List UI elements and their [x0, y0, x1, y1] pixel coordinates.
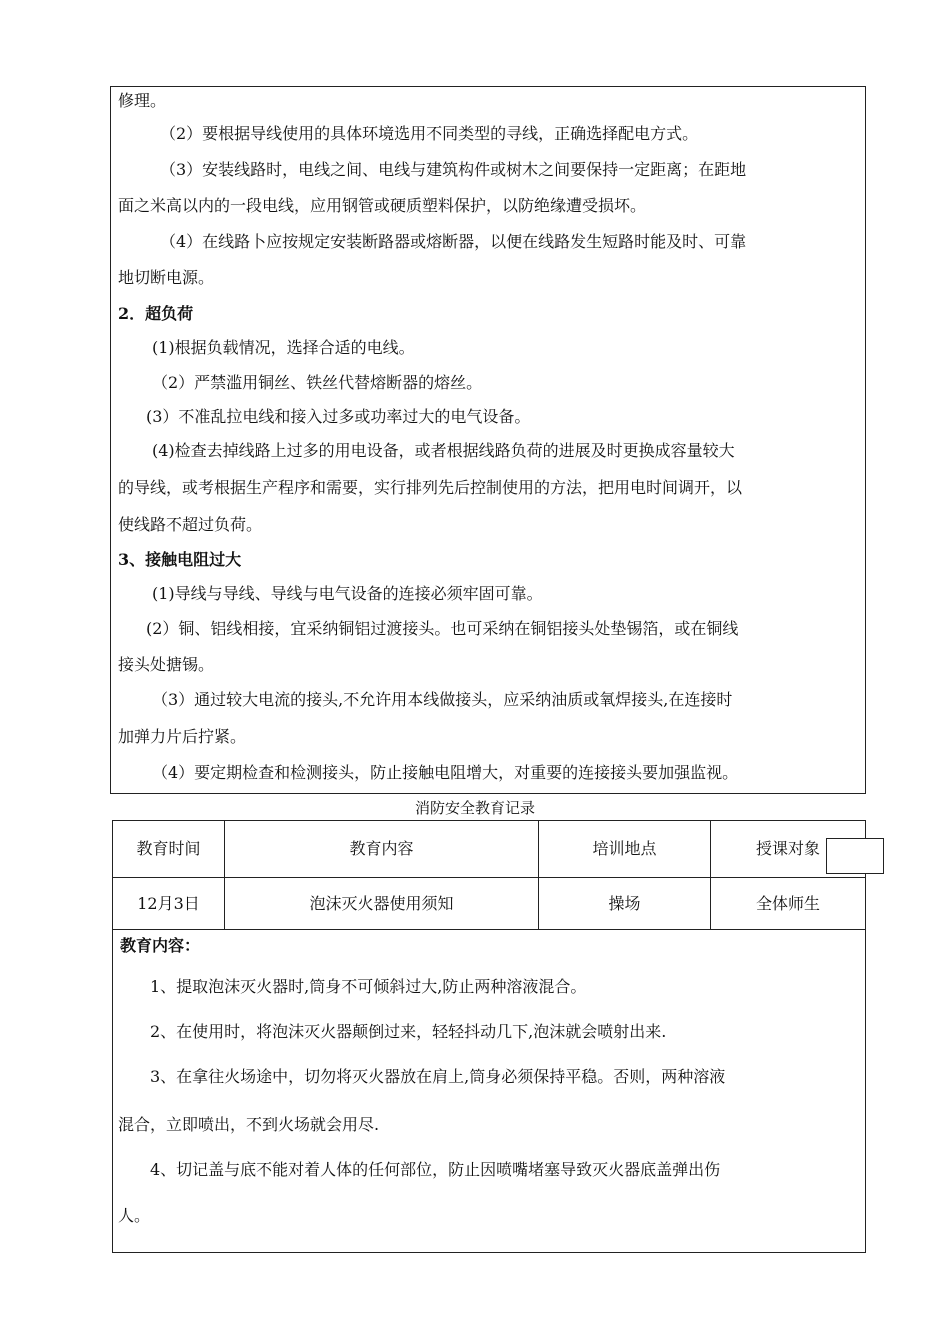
header-location: 培训地点: [592, 839, 657, 858]
section-heading-contact-resistance: 3、接触电阻过大: [118, 550, 242, 569]
content-line: 人。: [118, 1206, 151, 1225]
upper-line: （4）在线路卜应按规定安装断路器或熔断器，以便在线路发生短路时能及时、可靠: [160, 232, 747, 251]
upper-line: (1)导线与导线、导线与电气设备的连接必须牢固可靠。: [152, 584, 543, 603]
cell-audience: 全体师生: [755, 894, 820, 913]
record-table: [112, 820, 866, 930]
upper-line: 的导线，或考根据生产程序和需要，实行排列先后控制使用的方法，把用电时间调开，以: [118, 478, 743, 497]
upper-line: (1)根据负载情况，选择合适的电线。: [152, 338, 415, 357]
upper-line: （2）要根据导线使用的具体环境选用不同类型的寻线，正确选择配电方式。: [160, 124, 699, 143]
content-line: 混合，立即喷出，不到火场就会用尽.: [118, 1115, 380, 1134]
upper-text-box: [110, 86, 866, 794]
content-line: 4、切记盖与底不能对着人体的任何部位，防止因喷嘴堵塞导致灭火器底盖弹出伤: [150, 1160, 721, 1179]
upper-line: (2）铜、铝线相接，宜采纳铜铝过渡接头。也可采纳在铜铝接头处垫锡箔，或在铜线: [146, 619, 739, 638]
upper-line: 修理。: [118, 91, 167, 110]
cell-location: 操场: [608, 894, 641, 913]
upper-line: 使线路不超过负荷。: [118, 515, 263, 534]
content-title: 教育内容：: [120, 936, 201, 955]
cell-time: 12月3日: [137, 894, 200, 913]
upper-line: (3）不准乱拉电线和接入过多或功率过大的电气设备。: [146, 407, 531, 426]
upper-line: （2）严禁滥用铜丝、铁丝代替熔断器的熔丝。: [152, 373, 483, 392]
table-divider: [113, 877, 865, 878]
upper-line: 加弹力片后拧紧。: [118, 727, 247, 746]
upper-line: 接头处搪锡。: [118, 655, 215, 674]
content-line: 3、在拿往火场途中，切勿将灭火器放在肩上,筒身必须保持平稳。否则，两种溶液: [150, 1067, 726, 1086]
content-line: 1、提取泡沫灭火器时,筒身不可倾斜过大,防止两种溶液混合。: [150, 977, 587, 996]
upper-line: （3）安装线路时，电线之间、电线与建筑构件或树木之间要保持一定距离；在距地: [160, 160, 747, 179]
upper-line: 地切断电源。: [118, 268, 215, 287]
upper-line: 面之米高以内的一段电线，应用钢管或硬质塑料保护，以防绝缘遭受损坏。: [118, 196, 647, 215]
section-heading-overload: 2．超负荷: [118, 304, 194, 323]
header-audience: 授课对象: [755, 839, 820, 858]
header-time: 教育时间: [136, 839, 201, 858]
upper-line: (4)检查去掉线路上过多的用电设备，或者根据线路负荷的进展及时更换成容量较大: [152, 441, 735, 460]
header-content: 教育内容: [349, 839, 414, 858]
cell-content: 泡沫灭火器使用须知: [309, 894, 454, 913]
upper-line: （4）要定期检查和检测接头，防止接触电阻增大，对重要的连接接头要加强监视。: [152, 763, 739, 782]
content-line: 2、在使用时，将泡沫灭火器颠倒过来，轻轻抖动几下,泡沫就会喷射出来.: [150, 1022, 667, 1041]
overlay-box: [826, 838, 884, 874]
upper-line: （3）通过较大电流的接头,不允许用本线做接头，应采纳油质或氧焊接头,在连接时: [152, 690, 733, 709]
record-caption: 消防安全教育记录: [414, 799, 535, 817]
